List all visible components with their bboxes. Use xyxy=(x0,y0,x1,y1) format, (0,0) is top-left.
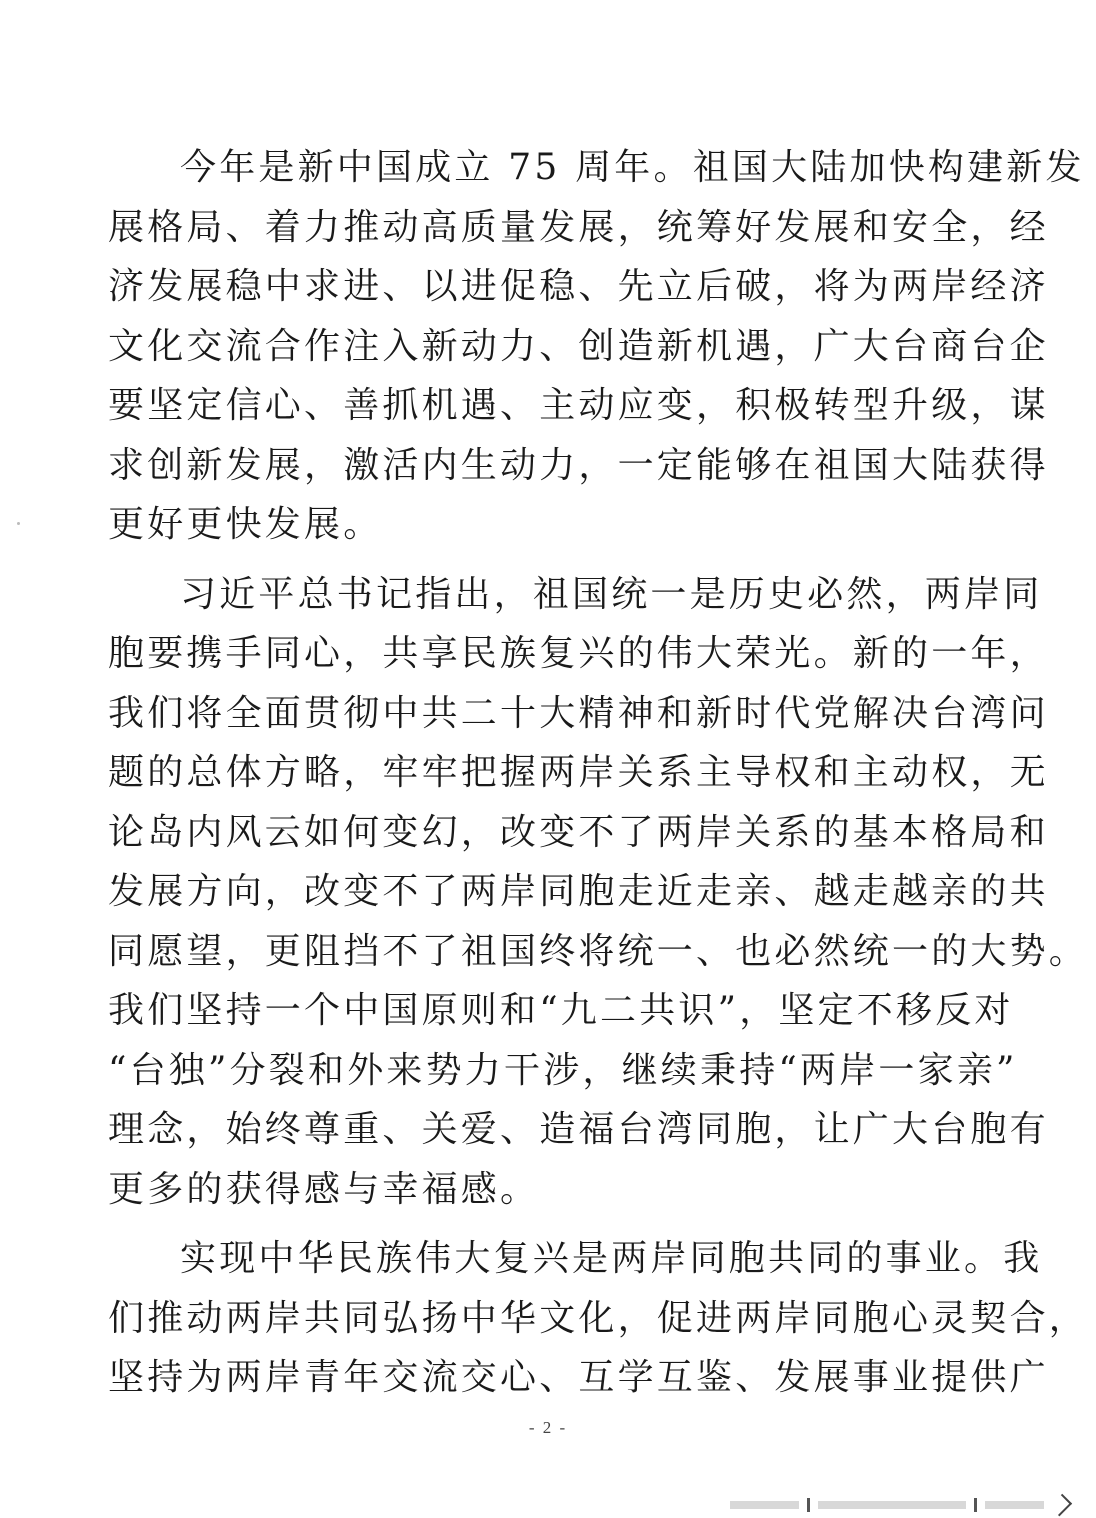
scan-footer-artifact xyxy=(730,1500,1070,1510)
text-line: 理念，始终尊重、关爱、造福台湾同胞，让广大台胞有 xyxy=(108,1109,1049,1150)
scan-bar-mark xyxy=(974,1498,977,1512)
scan-speck xyxy=(17,522,20,525)
text-line: 更好更快发展。 xyxy=(108,504,383,545)
text-line: 展格局、着力推动高质量发展，统筹好发展和安全，经 xyxy=(108,206,1049,248)
text-line: 胞要携手同心，共享民族复兴的伟大荣光。新的一年， xyxy=(108,633,1049,674)
scan-corner-mark xyxy=(1050,1494,1072,1516)
text-line: 济发展稳中求进、以进促稳、先立后破，将为两岸经济 xyxy=(108,266,1049,307)
text-line: 题的总体方略，牢牢把握两岸关系主导权和主动权，无 xyxy=(108,752,1049,793)
text-line: 要坚定信心、善抓机遇、主动应变，积极转型升级，谋 xyxy=(108,385,1049,426)
text-line: 我们将全面贯彻中共二十大精神和新时代党解决台湾问 xyxy=(108,692,1049,734)
text-line: 发展方向，改变不了两岸同胞走近走亲、越走越亲的共 xyxy=(108,871,1049,912)
page-number: - 2 - xyxy=(528,1418,568,1437)
text-line: 我们坚持一个中国原则和“九二共识”，坚定不移反对 xyxy=(108,990,1014,1031)
scan-bar-segment xyxy=(985,1501,1044,1509)
text-line: 们推动两岸共同弘扬中华文化，促进两岸同胞心灵契合， xyxy=(108,1297,1089,1339)
text-line: 坚持为两岸青年交流交心、互学互鉴、发展事业提供广 xyxy=(108,1357,1049,1398)
scan-bar-mark xyxy=(807,1498,810,1512)
scan-bar-segment xyxy=(730,1501,799,1509)
text-line: 更多的获得感与幸福感。 xyxy=(108,1168,540,1210)
paragraph-1 xyxy=(108,138,1085,555)
text-line: 文化交流合作注入新动力、创造新机遇，广大台商台企 xyxy=(108,325,1049,367)
text-line: 今年是新中国成立 75 周年。祖国大陆加快构建新发 xyxy=(180,147,1085,188)
text-line: 论岛内风云如何变幻，改变不了两岸关系的基本格局和 xyxy=(108,811,1049,853)
scan-bar-segment xyxy=(818,1501,966,1509)
text-line: 习近平总书记指出，祖国统一是历史必然，两岸同 xyxy=(180,573,1043,615)
text-line: 同愿望，更阻挡不了祖国终将统一、也必然统一的大势。 xyxy=(108,930,1089,972)
paragraph-2 xyxy=(108,565,1089,1220)
paragraph-3 xyxy=(108,1229,1089,1408)
document-body xyxy=(108,138,1089,1408)
text-line: 实现中华民族伟大复兴是两岸同胞共同的事业。我 xyxy=(180,1238,1043,1279)
text-line: “台独”分裂和外来势力干涉，继续秉持“两岸一家亲” xyxy=(108,1049,1018,1091)
text-line: 求创新发展，激活内生动力，一定能够在祖国大陆获得 xyxy=(108,444,1049,486)
